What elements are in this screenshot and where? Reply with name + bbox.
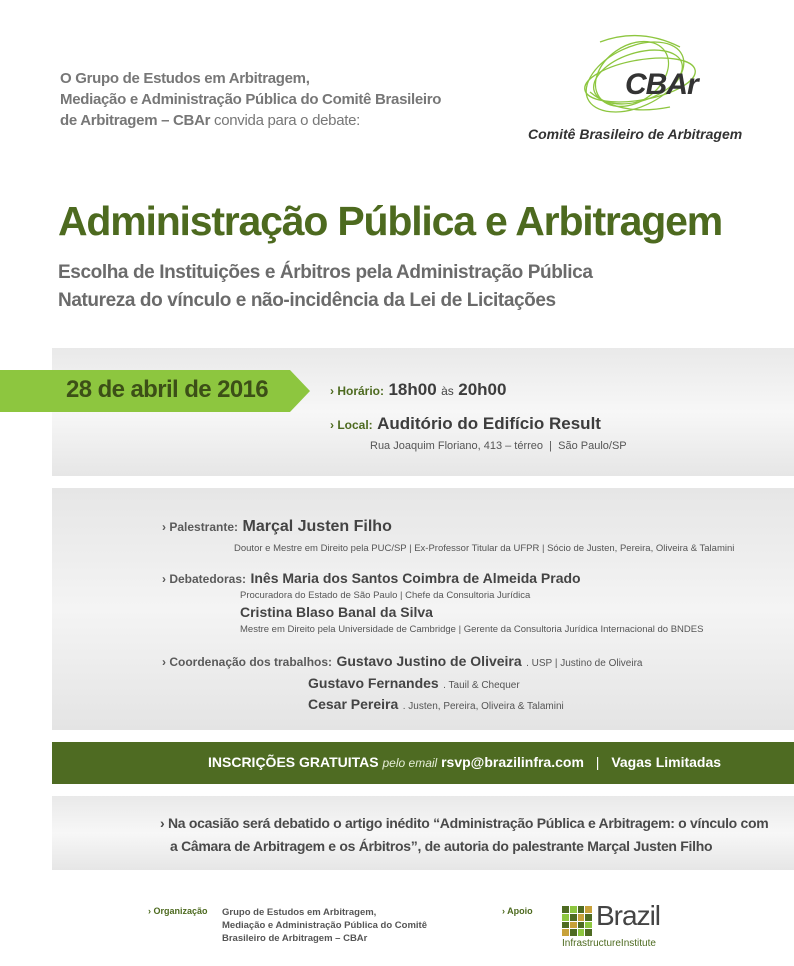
coord-row-3: Cesar Pereira . Justen, Pereira, Oliveira & Talamini — [308, 696, 564, 712]
debater-2-name: Cristina Blaso Banal da Silva — [240, 604, 433, 620]
event-band — [52, 348, 794, 476]
intro-line-3: de Arbitragem – CBAr convida para o debate: — [60, 112, 361, 129]
cbar-abbr: CBAr — [625, 68, 698, 101]
registration-text: INSCRIÇÕES GRATUITAS pelo email rsvp@brazilinfra.com | Vagas Limitadas — [208, 754, 722, 770]
cbar-name: Comitê Brasileiro de Arbitragem — [528, 126, 743, 142]
subtitle-2: Natureza do vínculo e não-incidência da Lei de Licitações — [58, 290, 556, 311]
registration-email[interactable]: rsvp@brazilinfra.com — [441, 754, 584, 770]
speaker-row: › Palestrante: Marçal Justen Filho — [162, 518, 392, 535]
cbar-logo — [528, 22, 770, 147]
event-address: Rua Joaquim Floriano, 413 – térreo | São Paulo/SP — [370, 440, 627, 452]
coord-row-1: › Coordenação dos trabalhos: Gustavo Justino de Oliveira . USP | Justino de Oliveira — [162, 653, 643, 669]
note-line-1: › Na ocasião será debatido o artigo inédito “Administração Pública e Arbitragem: o vínculo com — [160, 815, 769, 831]
intro-line-2: Mediação e Administração Pública do Comitê Brasileiro — [60, 91, 442, 108]
org-label: › Organização — [148, 906, 208, 916]
speaker-desc: Doutor e Mestre em Direito pela PUC/SP | Ex-Professor Titular da UFPR | Sócio de Justen, Pereira, Oliveira & Talamini — [234, 543, 735, 554]
event-place: › Local: Auditório do Edifício Result — [330, 414, 601, 433]
bii-brazil: Brazil — [596, 900, 661, 931]
event-time: › Horário: 18h00 às 20h00 — [330, 380, 507, 399]
coord-row-2: Gustavo Fernandes . Tauil & Chequer — [308, 675, 520, 691]
bii-logo — [562, 902, 682, 952]
org-text: Grupo de Estudos em Arbitragem, Mediação e Administração Pública do Comitê Brasileiro de Arbitragem – CBAr — [222, 907, 428, 944]
note-band — [52, 796, 794, 870]
note-line-2: a Câmara de Arbitragem e os Árbitros”, de autoria do palestrante Marçal Justen Filho — [170, 838, 713, 854]
page-title: Administração Pública e Arbitragem — [58, 198, 722, 244]
event-date: 28 de abril de 2016 — [66, 376, 269, 403]
bii-grid-icon — [562, 906, 592, 936]
subtitle-1: Escolha de Instituições e Árbitros pela Administração Pública — [58, 262, 593, 283]
support-label: › Apoio — [502, 906, 533, 916]
bii-infra: InfrastructureInstitute — [562, 938, 656, 949]
debater-1-desc: Procuradora do Estado de São Paulo | Chefe da Consultoria Jurídica — [240, 590, 531, 601]
debater-2-desc: Mestre em Direito pela Universidade de Cambridge | Gerente da Consultoria Jurídica Internacional do BNDES — [240, 624, 704, 635]
intro-line-1: O Grupo de Estudos em Arbitragem, — [60, 70, 310, 87]
intro-text — [60, 68, 480, 131]
debaters-row: › Debatedoras: Inês Maria dos Santos Coimbra de Almeida Prado — [162, 570, 581, 586]
